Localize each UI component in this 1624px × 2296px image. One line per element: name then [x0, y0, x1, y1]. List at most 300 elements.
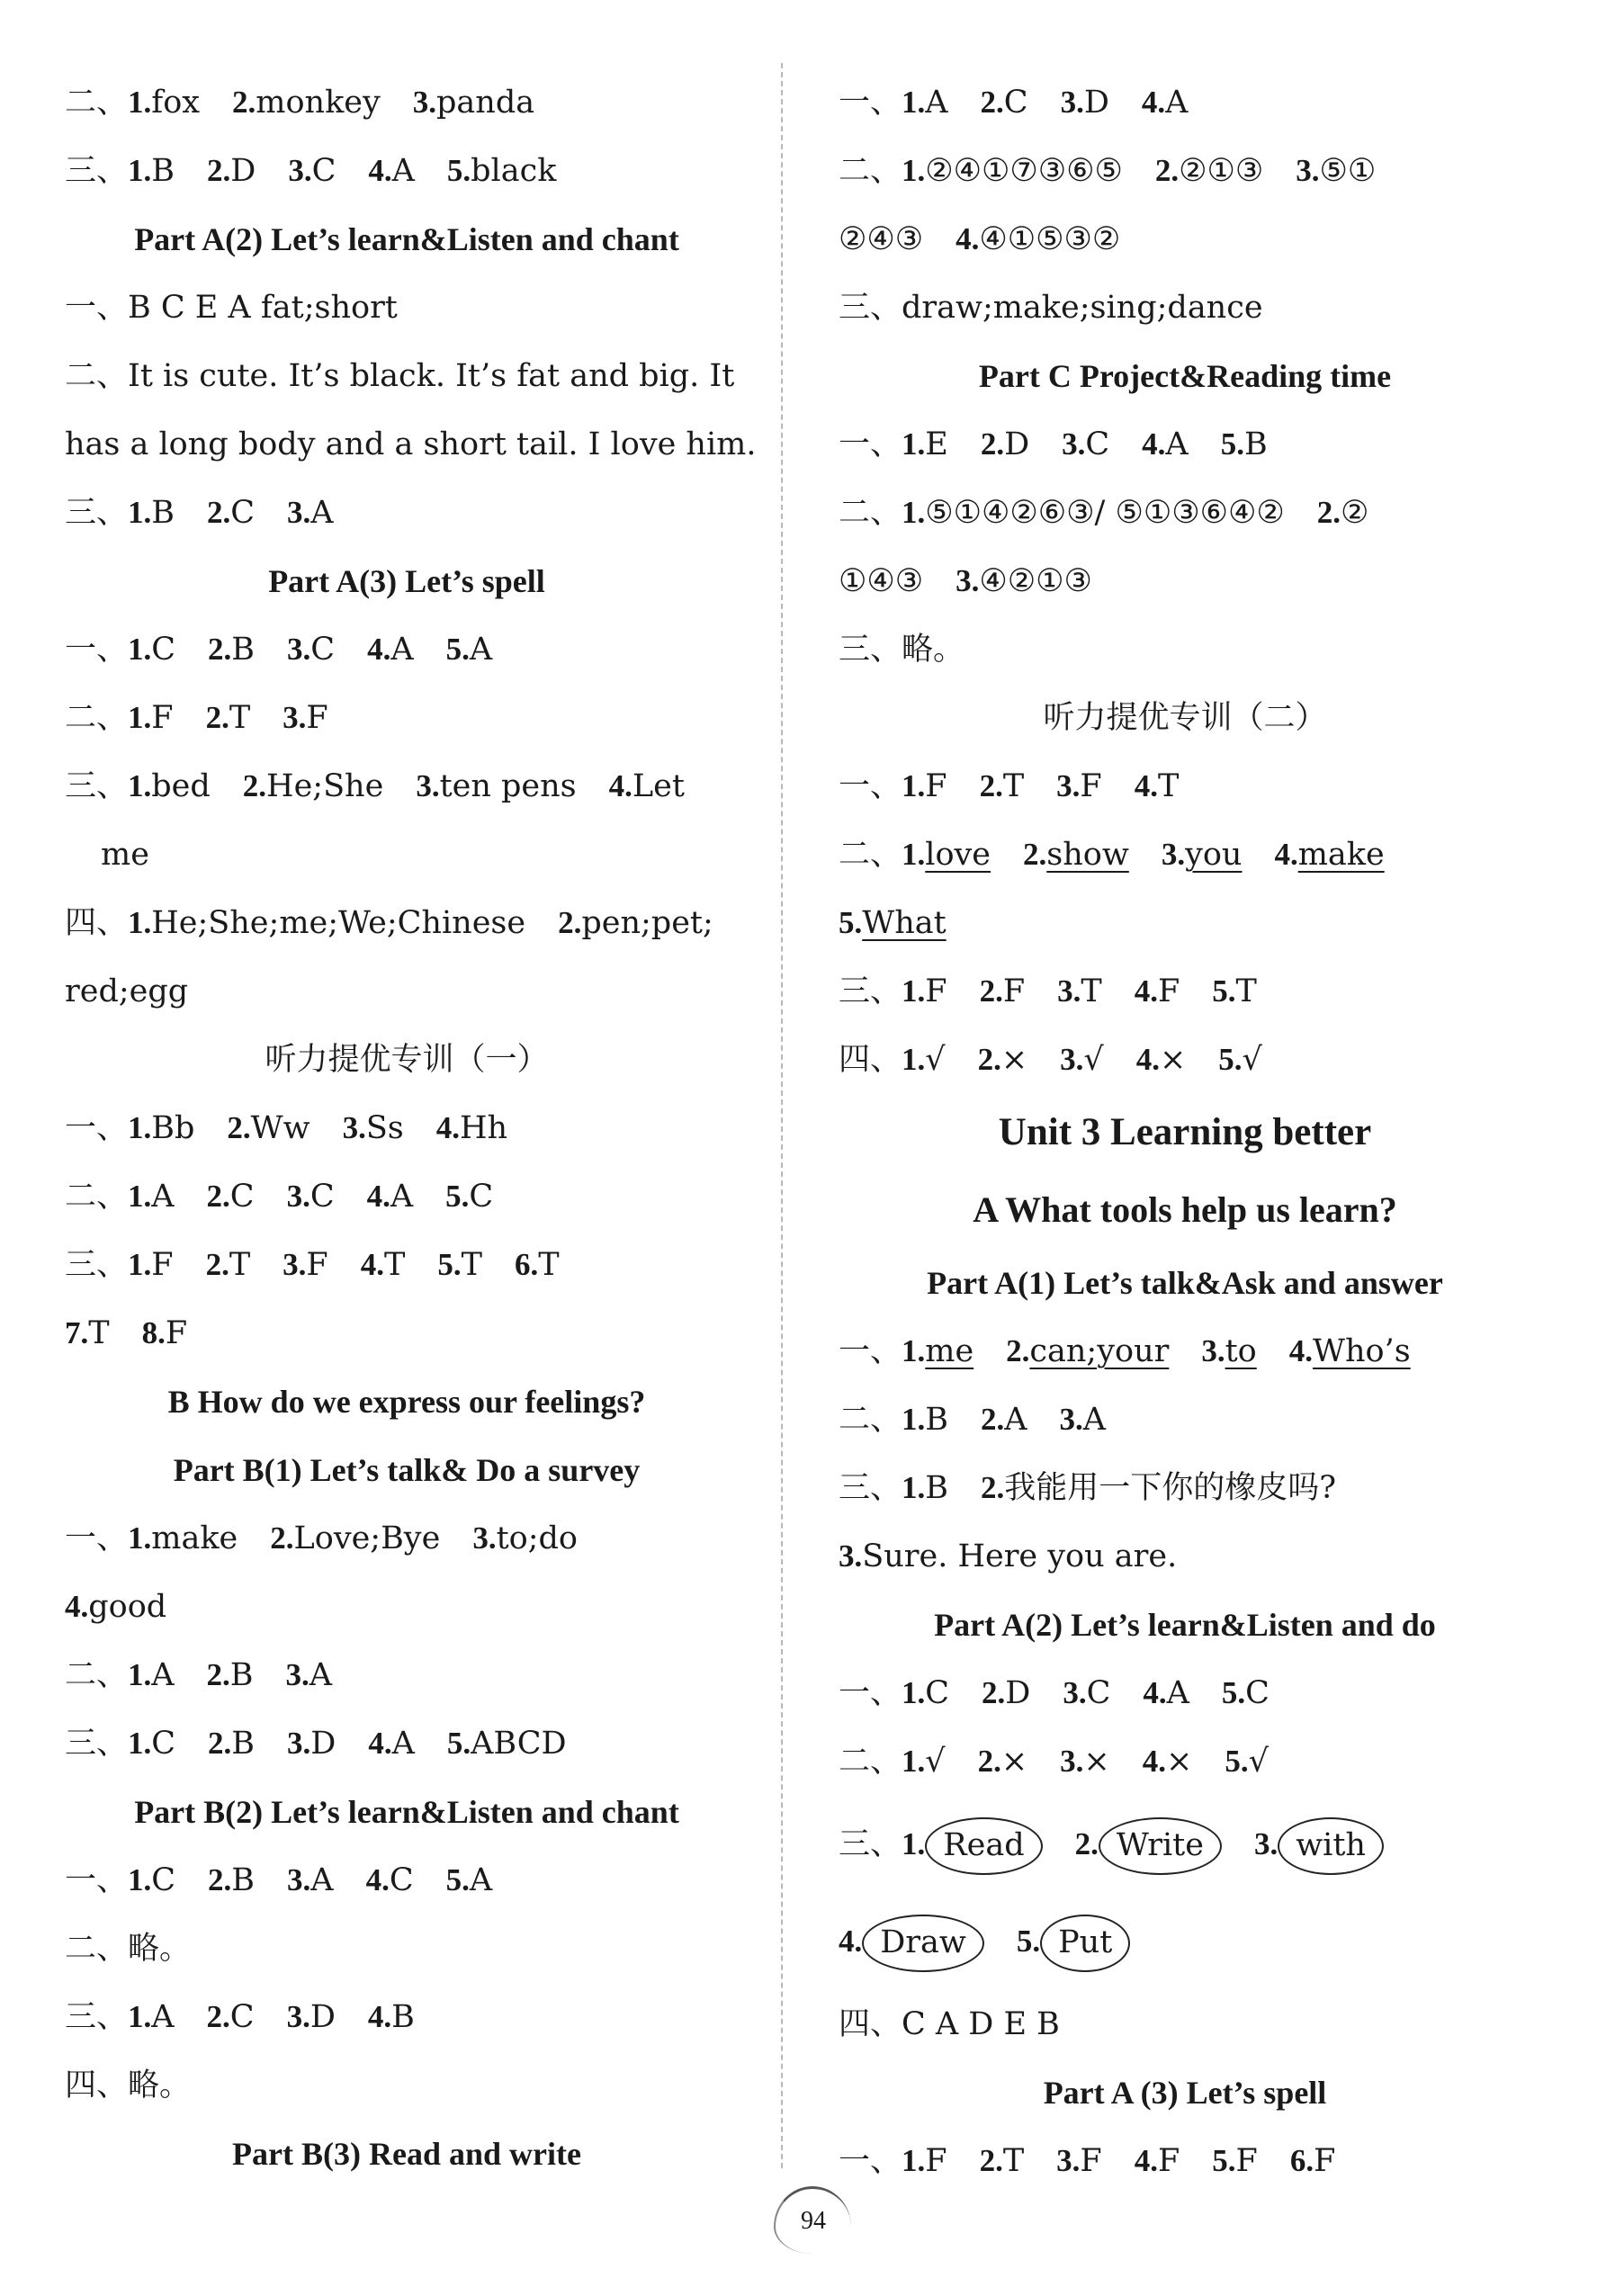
item-number: 5. [1016, 1924, 1041, 1959]
answer-text: T [1235, 973, 1257, 1009]
item-number: 4. [435, 1110, 461, 1145]
answer-text: C [230, 495, 256, 531]
answer-item [1222, 1675, 1270, 1711]
answer-item [1056, 768, 1102, 804]
answer-line [65, 752, 749, 821]
answer-text: me [925, 1333, 974, 1369]
answer-line [839, 957, 1531, 1026]
question-marker: 四、 [839, 1042, 902, 1078]
answer-text: show [1046, 837, 1129, 873]
answer-line: has a long body and a short tail. I love him. [65, 426, 757, 462]
answer-text: B [229, 1657, 254, 1693]
item-number: 2. [206, 1657, 230, 1692]
answer-text: F [925, 768, 947, 804]
answer-item [981, 426, 1029, 462]
answer-text: make [151, 1520, 238, 1556]
answer-item [1006, 1333, 1169, 1369]
answer-line: 四、略。 [65, 2067, 192, 2103]
answer-line [65, 479, 749, 547]
answer-text: Love;Bye [293, 1520, 441, 1556]
item-number: 2. [208, 1726, 232, 1761]
circled-answer: with [1278, 1817, 1384, 1875]
answer-item [1060, 1042, 1104, 1078]
answer-item [416, 768, 576, 804]
item-number: 3. [287, 495, 311, 530]
item-number: 5. [445, 1179, 470, 1214]
item-number: 4. [366, 1179, 390, 1214]
item-number: 3. [1056, 2143, 1081, 2178]
item-number: 1. [128, 700, 152, 735]
answer-text: Hh [460, 1110, 508, 1146]
answer-line [839, 1454, 1531, 1522]
section-heading: 听力提优专训（二） [1043, 700, 1327, 736]
answer-text: A [469, 632, 493, 668]
section-heading: Unit 3 Learning better [998, 1111, 1372, 1153]
item-number: 4. [1288, 1333, 1313, 1368]
item-number: 3. [1063, 1675, 1087, 1710]
answer-item [243, 768, 384, 804]
answer-item [446, 632, 493, 668]
answer-text: D [1004, 426, 1030, 462]
answer-item [343, 1110, 404, 1146]
item-number: 1. [128, 495, 152, 530]
answer-text: T [1002, 2143, 1025, 2179]
answer-item [902, 85, 948, 121]
answer-item [1274, 837, 1384, 873]
item-number: 2. [227, 1110, 251, 1145]
answer-item [208, 632, 255, 668]
question-marker: 三、 [65, 1999, 129, 2035]
answer-text: T [1081, 973, 1102, 1009]
answer-item [447, 153, 557, 189]
answer-item [361, 1247, 406, 1283]
answer-text: F [151, 700, 174, 736]
answer-item [902, 153, 1123, 189]
answer-item [128, 1862, 175, 1898]
answer-text: monkey [256, 85, 381, 121]
answer-item [367, 632, 414, 668]
question-marker: 一、 [839, 85, 902, 121]
question-marker: 三、 [839, 973, 902, 1009]
answer-line [839, 821, 1531, 889]
section-heading: Part A(1) Let’s talk&Ask and answer [927, 1265, 1443, 1301]
item-number: 1. [128, 1726, 152, 1761]
answer-text: B [231, 1862, 256, 1898]
answer-item [1221, 426, 1268, 462]
item-number: 3. [1253, 1826, 1279, 1861]
item-number: 1. [128, 1657, 152, 1692]
circled-answer: Write [1099, 1817, 1222, 1875]
answer-text: T [383, 1247, 406, 1283]
answer-item [128, 700, 174, 736]
item-number: 1. [902, 2143, 926, 2178]
item-number: 4. [1135, 1042, 1160, 1077]
item-number: 1. [902, 1402, 926, 1437]
question-marker: 三、 [65, 495, 129, 531]
item-number: 1. [128, 632, 152, 667]
answer-text: A [391, 153, 415, 189]
answer-text: D [310, 1726, 336, 1762]
answer-text: D [310, 1999, 336, 2035]
answer-text: √ [925, 1042, 946, 1078]
item-number: 3. [412, 85, 437, 120]
answer-line: red;egg [65, 973, 189, 1009]
section-heading: 听力提优专训（一） [265, 1042, 549, 1078]
question-marker: 三、 [839, 1826, 902, 1862]
answer-text: A [469, 1862, 493, 1898]
item-number: 4. [608, 768, 633, 803]
answer-item [128, 85, 200, 121]
item-number: 4. [367, 632, 391, 667]
item-number: 2. [980, 85, 1004, 120]
answer-item [902, 1675, 949, 1711]
answer-item [1296, 153, 1376, 189]
item-number: 3. [472, 1520, 497, 1556]
question-marker: 二、 [839, 495, 902, 531]
item-number: 8. [141, 1315, 166, 1350]
answer-item [142, 1315, 188, 1351]
right-column [839, 68, 1531, 2195]
answer-item [367, 1179, 414, 1215]
item-number: 3. [283, 700, 307, 735]
answer-text: F [306, 700, 328, 736]
answer-item [413, 85, 534, 121]
item-number: 3. [287, 1862, 311, 1897]
question-marker: 一、 [839, 2143, 902, 2179]
answer-text: B [925, 1470, 948, 1506]
answer-text: F [1080, 2143, 1102, 2179]
answer-item [839, 905, 947, 941]
answer-text: ⑤①④②⑥③/ ⑤①③⑥④② [925, 495, 1285, 531]
answer-line [65, 68, 749, 137]
item-number: 3. [1060, 85, 1084, 120]
answer-item [368, 153, 415, 189]
answer-item [902, 768, 947, 804]
item-number: 6. [1289, 2143, 1314, 2178]
answer-item [128, 632, 175, 668]
answer-item [981, 1470, 1336, 1506]
item-number: 2. [979, 768, 1003, 803]
item-number: 2. [1023, 837, 1047, 872]
answer-item [956, 221, 1120, 257]
question-marker: 三、 [65, 1726, 129, 1762]
answer-item [980, 2143, 1025, 2179]
item-number: 3. [1161, 837, 1186, 872]
answer-item [902, 837, 991, 873]
question-marker: 三、 [65, 153, 129, 189]
answer-item [1289, 1333, 1411, 1369]
item-number: 3. [286, 1179, 310, 1214]
item-number: 4. [365, 1862, 390, 1897]
answer-item [981, 1402, 1027, 1438]
item-number: 2. [979, 2143, 1003, 2178]
answer-item [902, 1042, 946, 1078]
answer-item [1057, 973, 1102, 1009]
circled-answer: Draw [862, 1915, 984, 1972]
section-heading: Part A(2) Let’s learn&Listen and do [934, 1607, 1436, 1643]
answer-text: Who’s [1312, 1333, 1411, 1369]
answer-line [839, 68, 1531, 137]
item-number: 3. [1062, 426, 1086, 462]
answer-item [287, 495, 334, 531]
answer-text: C [925, 1675, 950, 1711]
item-number: 3. [1057, 973, 1081, 1009]
answer-item [980, 973, 1026, 1009]
item-number: 1. [128, 1862, 152, 1897]
answer-text: love [925, 837, 991, 873]
answer-item [128, 153, 175, 189]
answer-item [207, 495, 255, 531]
item-number: 4. [367, 1999, 392, 2034]
item-number: 2. [981, 1470, 1005, 1505]
answer-text: A [151, 1179, 175, 1215]
question-marker: 三、 [65, 768, 129, 804]
answer-text: ②①③ [1179, 153, 1264, 189]
question-marker: 一、 [65, 1110, 129, 1146]
item-number: 1. [128, 1179, 152, 1214]
answer-item [902, 1333, 974, 1369]
section-heading: Part B(3) Read and write [232, 2136, 581, 2172]
left-column [65, 68, 757, 2188]
answer-item [1142, 426, 1189, 462]
answer-item [980, 768, 1025, 804]
answer-item [1212, 973, 1257, 1009]
item-number: 1. [902, 973, 926, 1009]
answer-item [902, 973, 947, 1009]
answer-text: A [310, 1862, 334, 1898]
item-number: 2. [981, 1402, 1005, 1437]
answer-line: 三、略。 [839, 632, 965, 668]
answer-item [558, 905, 713, 941]
item-number: 2. [205, 700, 229, 735]
answer-item [1254, 1826, 1384, 1862]
answer-item [368, 1999, 415, 2035]
answer-line: 三、draw;make;sing;dance [839, 290, 1263, 326]
question-marker: 三、 [65, 1247, 129, 1283]
answer-item [128, 905, 525, 941]
answer-text: A [151, 1999, 175, 2035]
answer-line [839, 1522, 1531, 1591]
item-number: 2. [980, 426, 1005, 462]
answer-item [1062, 426, 1109, 462]
answer-text: B [391, 1999, 415, 2035]
answer-line [65, 615, 749, 684]
answer-text: C [1245, 1675, 1270, 1711]
answer-item [207, 1657, 254, 1693]
answer-item [288, 153, 336, 189]
item-number: 1. [902, 1333, 926, 1368]
answer-line [839, 137, 1531, 205]
answer-text: B [1243, 426, 1268, 462]
answer-text: T [229, 700, 251, 736]
answer-item [982, 1675, 1030, 1711]
answer-item [1063, 1675, 1110, 1711]
answer-text: F [151, 1247, 174, 1283]
answer-item [128, 1999, 175, 2035]
answer-text: A [1165, 426, 1189, 462]
answer-item [839, 1538, 1177, 1574]
item-number: 1. [128, 85, 152, 120]
answer-text: Bb [151, 1110, 195, 1146]
item-number: 3. [288, 153, 312, 188]
item-number: 3. [1059, 1402, 1083, 1437]
answer-text: T [538, 1247, 560, 1283]
item-number: 2. [208, 1862, 232, 1897]
answer-text: C [1086, 1675, 1111, 1711]
answer-item [839, 221, 923, 257]
answer-item [287, 1862, 334, 1898]
answer-item [286, 1657, 333, 1693]
item-number: 2. [979, 973, 1003, 1009]
item-number: 4. [1134, 768, 1158, 803]
answer-item [207, 1999, 255, 2035]
answer-text: black [471, 153, 557, 189]
item-number: 1. [128, 153, 152, 188]
item-number: 3. [342, 1110, 366, 1145]
item-number: 2. [232, 85, 256, 120]
answer-item [128, 1726, 175, 1762]
answer-item [1135, 2143, 1180, 2179]
answer-line [65, 889, 749, 957]
item-number: 4. [1134, 973, 1158, 1009]
item-number: 3. [287, 632, 311, 667]
answer-line [65, 1709, 749, 1778]
answer-item [206, 700, 251, 736]
answer-text: A [309, 1657, 333, 1693]
answer-line [65, 1231, 749, 1299]
answer-text: A [391, 1726, 415, 1762]
item-number: 4. [1142, 426, 1166, 462]
answer-text: F [165, 1315, 188, 1351]
section-heading: A What tools help us learn? [973, 1189, 1397, 1230]
answer-text: × [1159, 1042, 1187, 1078]
answer-item [128, 495, 175, 531]
answer-text: ②④③ [839, 221, 924, 257]
answer-line [65, 1573, 749, 1641]
answer-line: 一、B C E A fat;short [65, 290, 398, 326]
item-number: 1. [128, 1110, 152, 1145]
answer-text: F [306, 1247, 328, 1283]
item-number: 5. [446, 153, 471, 188]
item-number: 1. [902, 495, 926, 530]
section-heading: Part A (3) Let’s spell [1043, 2075, 1327, 2111]
answer-item [207, 1179, 255, 1215]
section-heading: B How do we express our feelings? [167, 1384, 646, 1420]
question-marker: 二、 [65, 1657, 129, 1693]
answer-item [65, 1315, 110, 1351]
answer-text: T [88, 1315, 110, 1351]
answer-line: 二、略。 [65, 1931, 192, 1967]
answer-text: × [1083, 1744, 1110, 1780]
answer-text: pen;pet; [581, 905, 713, 941]
item-number: 2. [982, 1675, 1006, 1710]
item-number: 1. [902, 1470, 926, 1505]
answer-item [283, 1247, 328, 1283]
answer-line [839, 2127, 1531, 2195]
answer-text: 我能用一下你的橡皮吗? [1004, 1470, 1337, 1506]
answer-item [1225, 1744, 1269, 1780]
answer-text: C [151, 1726, 176, 1762]
answer-item [902, 1470, 948, 1506]
answer-item [1135, 768, 1180, 804]
item-number: 2. [977, 1744, 1001, 1779]
page-number-text: 94 [774, 2186, 851, 2254]
item-number: 3. [285, 1657, 310, 1692]
item-number: 2. [1316, 495, 1341, 530]
answer-item [208, 1862, 255, 1898]
answer-text: C [1085, 426, 1110, 462]
answer-line [839, 1659, 1531, 1727]
item-number: 3. [1296, 153, 1320, 188]
answer-item [1060, 1744, 1110, 1780]
answer-item [902, 1402, 948, 1438]
answer-item [981, 85, 1028, 121]
answer-text: Ss [365, 1110, 404, 1146]
answer-text: B [231, 1726, 256, 1762]
item-number: 4. [956, 221, 980, 256]
item-number: 4. [1142, 1744, 1166, 1779]
answer-text: He;She;me;We;Chinese [151, 905, 526, 941]
answer-text: you [1185, 837, 1243, 873]
answer-line [839, 752, 1531, 821]
answer-item [978, 1042, 1028, 1078]
item-number: 1. [902, 85, 926, 120]
answer-item [472, 1520, 578, 1556]
answer-text: √ [1083, 1042, 1104, 1078]
answer-item [1135, 973, 1180, 1009]
answer-item [1017, 1924, 1130, 1960]
item-number: 2. [1154, 153, 1180, 188]
answer-text: ten pens [439, 768, 577, 804]
item-number: 4. [839, 1924, 863, 1959]
answer-text: ②④①⑦③⑥⑤ [925, 153, 1123, 189]
answer-item [65, 1589, 166, 1625]
question-marker: 一、 [65, 632, 129, 668]
answer-text: √ [1242, 1042, 1262, 1078]
answer-item [128, 1657, 175, 1693]
answer-text: A [1166, 1675, 1189, 1711]
answer-item [515, 1247, 560, 1283]
answer-line [65, 137, 749, 205]
item-number: 1. [902, 153, 926, 188]
item-number: 3. [839, 1538, 863, 1574]
answer-text: × [1000, 1042, 1028, 1078]
answer-text: √ [925, 1744, 946, 1780]
answer-text: ② [1340, 495, 1369, 531]
item-number: 3. [416, 768, 440, 803]
item-number: 4. [1141, 85, 1166, 120]
answer-text: E [925, 426, 948, 462]
item-number: 5. [1212, 973, 1236, 1009]
answer-text: C [310, 632, 336, 668]
answer-text: ①④③ [839, 563, 924, 599]
answer-text: good [88, 1589, 167, 1625]
answer-text: T [1157, 768, 1180, 804]
answer-line [839, 1727, 1531, 1796]
answer-text: F [1157, 973, 1180, 1009]
answer-item [283, 700, 328, 736]
answer-text: to [1225, 1333, 1257, 1369]
answer-text: C [389, 1862, 414, 1898]
answer-text: D [1083, 85, 1109, 121]
answer-text: B [231, 632, 256, 668]
answer-item [366, 1862, 414, 1898]
answer-text: T [1002, 768, 1025, 804]
item-number: 2. [242, 768, 267, 803]
item-number: 1. [128, 1999, 152, 2034]
answer-line [65, 1504, 749, 1573]
item-number: 3. [287, 1726, 311, 1761]
